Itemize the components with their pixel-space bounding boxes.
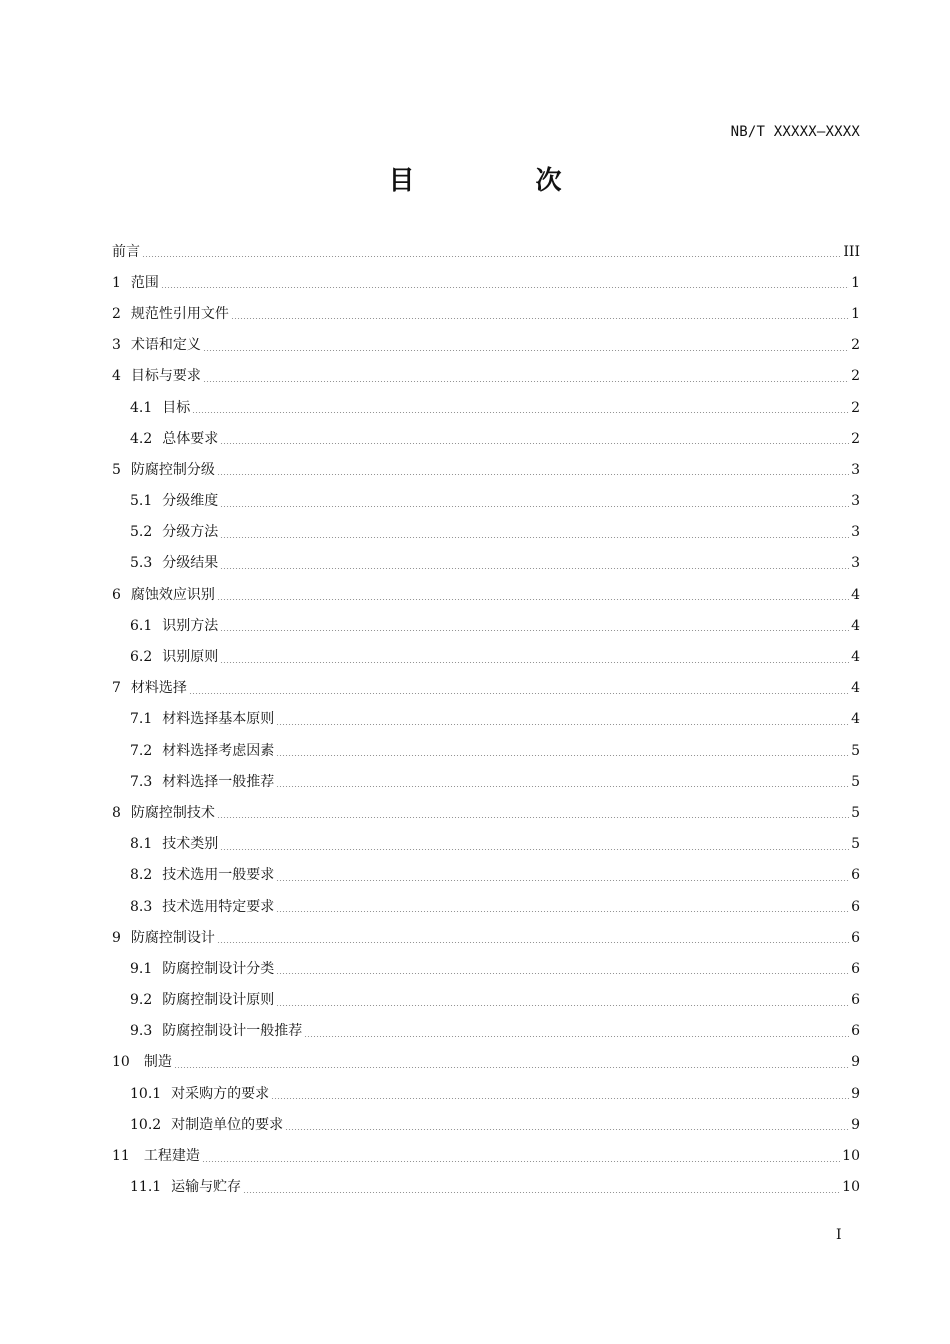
toc-entry[interactable]	[112, 922, 860, 953]
toc-entry[interactable]	[112, 361, 860, 392]
toc-dot-leader	[276, 1005, 849, 1006]
toc-dot-leader	[202, 1161, 840, 1162]
toc-entry-label: 技术选用特定要求	[162, 898, 275, 915]
toc-dot-leader	[217, 942, 849, 943]
toc-entry-page: 6	[851, 929, 860, 946]
toc-entry-page: 5	[851, 742, 860, 759]
toc-dot-leader	[220, 568, 849, 569]
toc-entry-page: 2	[851, 368, 860, 385]
toc-entry-page: 4	[851, 617, 860, 634]
toc-entry[interactable]	[112, 330, 860, 361]
toc-dot-leader	[220, 537, 849, 538]
toc-entry[interactable]	[112, 610, 860, 641]
toc-entry-label: 范围	[130, 274, 159, 291]
table-of-contents	[112, 236, 860, 1203]
toc-dot-leader	[276, 973, 849, 974]
toc-entry-page: 3	[851, 493, 860, 510]
toc-entry-label: 技术类别	[162, 836, 219, 853]
toc-dot-leader	[276, 724, 849, 725]
toc-entry[interactable]	[112, 953, 860, 984]
toc-entry-label: 前言	[112, 243, 140, 260]
toc-dot-leader	[304, 1036, 849, 1037]
toc-entry-label: 总体要求	[162, 430, 219, 447]
toc-entry-label: 术语和定义	[130, 337, 201, 354]
toc-dot-leader	[217, 817, 849, 818]
toc-entry-page: 10	[842, 1148, 860, 1165]
toc-entry[interactable]	[112, 829, 860, 860]
toc-entry-page: 6	[851, 992, 860, 1009]
toc-entry-page: 4	[851, 680, 860, 697]
toc-entry-label: 分级结果	[162, 555, 219, 572]
toc-entry-number: 5.1	[130, 493, 153, 510]
toc-dot-leader	[276, 911, 849, 912]
toc-entry-number: 10.2	[130, 1116, 162, 1133]
toc-dot-leader	[142, 256, 841, 257]
toc-entry[interactable]	[112, 735, 860, 766]
toc-entry-page: 6	[851, 960, 860, 977]
page-number: I	[836, 1227, 842, 1243]
toc-entry[interactable]	[112, 673, 860, 704]
toc-entry[interactable]	[112, 579, 860, 610]
toc-entry-number: 6.2	[130, 649, 153, 666]
toc-entry-page: 6	[851, 1023, 860, 1040]
toc-dot-leader	[231, 318, 849, 319]
toc-dot-leader	[220, 443, 849, 444]
toc-entry-label: 运输与贮存	[171, 1179, 242, 1196]
toc-entry-page: 9	[851, 1054, 860, 1071]
toc-entry-number: 8.3	[130, 898, 153, 915]
toc-entry-number: 8.1	[130, 836, 153, 853]
toc-title: 目 次	[388, 166, 618, 196]
toc-entry-page: 3	[851, 524, 860, 541]
toc-entry-number: 1	[112, 274, 121, 291]
toc-entry-label: 对采购方的要求	[171, 1085, 270, 1102]
toc-entry[interactable]	[112, 392, 860, 423]
toc-entry-number: 3	[112, 337, 121, 354]
toc-entry-number: 7.3	[130, 773, 153, 790]
toc-entry-page: 6	[851, 898, 860, 915]
toc-dot-leader	[189, 693, 849, 694]
toc-entry-page: 5	[851, 836, 860, 853]
toc-entry[interactable]	[112, 298, 860, 329]
toc-entry-number: 9.1	[130, 960, 153, 977]
toc-entry-number: 5.2	[130, 524, 153, 541]
toc-entry-number: 6.1	[130, 617, 153, 634]
toc-entry-label: 防腐控制设计分类	[162, 960, 275, 977]
toc-dot-leader	[203, 381, 849, 382]
toc-entry-number: 10	[112, 1054, 130, 1071]
toc-entry-label: 防腐控制设计一般推荐	[162, 1023, 303, 1040]
toc-entry-number: 4.1	[130, 399, 153, 416]
toc-entry-label: 防腐控制分级	[130, 461, 215, 478]
toc-entry-label: 识别方法	[162, 617, 219, 634]
toc-entry-label: 目标与要求	[130, 368, 201, 385]
document-code: NB/T XXXXX—XXXX	[730, 124, 860, 140]
toc-entry[interactable]	[112, 641, 860, 672]
toc-entry-label: 材料选择	[130, 680, 187, 697]
toc-entry[interactable]	[112, 766, 860, 797]
toc-entry-number: 2	[112, 305, 121, 322]
toc-entry-number: 9.3	[130, 1023, 153, 1040]
toc-entry-label: 目标	[162, 399, 191, 416]
toc-entry-page: 5	[851, 773, 860, 790]
toc-entry[interactable]	[112, 1140, 860, 1171]
toc-entry-page: 5	[851, 804, 860, 821]
toc-entry[interactable]	[112, 486, 860, 517]
toc-entry-page: 4	[851, 649, 860, 666]
toc-dot-leader	[174, 1067, 849, 1068]
toc-dot-leader	[276, 880, 849, 881]
toc-entry-page: 9	[851, 1085, 860, 1102]
toc-dot-leader	[276, 786, 849, 787]
toc-entry-page: 1	[851, 305, 860, 322]
toc-dot-leader	[243, 1192, 840, 1193]
toc-entry-number: 8	[112, 804, 121, 821]
toc-dot-leader	[285, 1129, 849, 1130]
toc-entry[interactable]	[112, 985, 860, 1016]
toc-entry-page: 2	[851, 430, 860, 447]
toc-entry-label: 对制造单位的要求	[171, 1116, 284, 1133]
toc-entry[interactable]	[112, 1172, 860, 1203]
toc-entry[interactable]	[112, 423, 860, 454]
toc-entry-label: 防腐控制设计原则	[162, 992, 275, 1009]
toc-entry-label: 分级维度	[162, 493, 219, 510]
toc-entry-number: 5.3	[130, 555, 153, 572]
toc-entry-label: 防腐控制设计	[130, 929, 215, 946]
toc-entry-number: 7.1	[130, 711, 153, 728]
toc-entry-page: 9	[851, 1116, 860, 1133]
toc-entry-label: 工程建造	[143, 1148, 200, 1165]
toc-entry-page: 3	[851, 461, 860, 478]
toc-dot-leader	[220, 662, 849, 663]
toc-entry-label: 技术选用一般要求	[162, 867, 275, 884]
toc-entry-page: 4	[851, 711, 860, 728]
toc-entry-number: 6	[112, 586, 121, 603]
toc-entry[interactable]	[112, 517, 860, 548]
toc-entry-label: 分级方法	[162, 524, 219, 541]
toc-entry-page: 2	[851, 399, 860, 416]
toc-dot-leader	[220, 630, 849, 631]
toc-entry-label: 防腐控制技术	[130, 804, 215, 821]
toc-entry[interactable]	[112, 548, 860, 579]
toc-dot-leader	[220, 506, 849, 507]
toc-entry[interactable]	[112, 860, 860, 891]
toc-entry-label: 识别原则	[162, 649, 219, 666]
toc-entry[interactable]	[112, 1047, 860, 1078]
toc-dot-leader	[203, 350, 849, 351]
toc-dot-leader	[192, 412, 849, 413]
toc-entry[interactable]	[112, 1109, 860, 1140]
toc-entry[interactable]	[112, 236, 860, 267]
toc-entry-number: 9.2	[130, 992, 153, 1009]
toc-entry-number: 10.1	[130, 1085, 162, 1102]
toc-entry-page: 4	[851, 586, 860, 603]
toc-dot-leader	[220, 849, 849, 850]
toc-dot-leader	[217, 599, 849, 600]
toc-entry[interactable]	[112, 704, 860, 735]
toc-entry[interactable]	[112, 1078, 860, 1109]
toc-entry-number: 7	[112, 680, 121, 697]
toc-entry-label: 材料选择一般推荐	[162, 773, 275, 790]
toc-entry-page: 10	[842, 1179, 860, 1196]
toc-entry-page: 1	[851, 274, 860, 291]
toc-entry-label: 制造	[143, 1054, 172, 1071]
toc-entry[interactable]	[112, 267, 860, 298]
toc-entry-number: 9	[112, 929, 121, 946]
toc-entry-number: 5	[112, 461, 121, 478]
toc-dot-leader	[161, 287, 849, 288]
toc-entry[interactable]	[112, 1016, 860, 1047]
toc-entry[interactable]	[112, 454, 860, 485]
toc-entry-number: 7.2	[130, 742, 153, 759]
toc-entry-number: 4.2	[130, 430, 153, 447]
toc-dot-leader	[271, 1098, 849, 1099]
toc-entry-page: 3	[851, 555, 860, 572]
toc-entry-label: 材料选择考虑因素	[162, 742, 275, 759]
toc-entry-page: 6	[851, 867, 860, 884]
toc-entry-label: 规范性引用文件	[130, 305, 229, 322]
toc-entry-label: 材料选择基本原则	[162, 711, 275, 728]
toc-dot-leader	[276, 755, 849, 756]
toc-entry-page: III	[843, 243, 860, 260]
toc-entry-number: 11.1	[130, 1179, 162, 1196]
toc-entry-label: 腐蚀效应识别	[130, 586, 215, 603]
toc-entry[interactable]	[112, 797, 860, 828]
toc-entry-page: 2	[851, 337, 860, 354]
toc-entry-number: 11	[112, 1148, 130, 1165]
toc-entry-number: 8.2	[130, 867, 153, 884]
toc-entry[interactable]	[112, 891, 860, 922]
toc-entry-number: 4	[112, 368, 121, 385]
toc-dot-leader	[217, 474, 849, 475]
